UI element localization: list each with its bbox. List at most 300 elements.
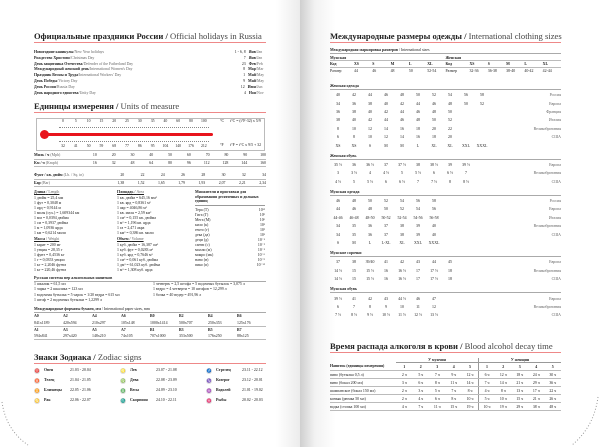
- clothing-sections: [330, 80, 561, 320]
- size-cell: 10: [352, 126, 356, 131]
- mass-item: 1 карат = 200 мг: [34, 242, 61, 247]
- separator: /: [255, 84, 257, 89]
- men-sizes-cell: 46: [372, 68, 377, 73]
- area-title-en: Area: [136, 190, 145, 194]
- clothing-row: [330, 116, 561, 124]
- size-cell: XS: [351, 143, 357, 148]
- zodiac-dates: 23.11 - 22.12: [242, 368, 263, 373]
- size-cell: 42: [400, 260, 404, 265]
- portion-column: 4: [446, 363, 463, 371]
- decay-time: 4 ч: [413, 395, 430, 403]
- holiday-date: 1 - 6, 8: [234, 50, 246, 54]
- mass-item: 1 унция = 28,35 г: [34, 247, 63, 252]
- area-item: 1 м² = 1,196 кв. ярда: [117, 220, 151, 225]
- prefix-name: микро (мк): [195, 252, 214, 257]
- size-cell: [458, 205, 474, 213]
- decay-row: [330, 387, 561, 395]
- size-cell: 6: [337, 305, 339, 309]
- size-cell: 37: [384, 162, 388, 167]
- zodiac-item: [120, 378, 177, 384]
- clothing-section-table: [330, 294, 561, 319]
- decay-time: 2 ч: [396, 387, 413, 395]
- area-item: 1 кв. дюйм = 645,16 мм²: [117, 195, 157, 200]
- size-cell: [442, 311, 458, 319]
- drink-name: шампанское (бокал 150 мл): [330, 387, 396, 395]
- thermometer-scale: [36, 118, 265, 151]
- size-cell: L: [416, 143, 420, 148]
- holiday-name-en: Victory Day: [58, 78, 78, 83]
- paper-title-en: International paper sizes, mm: [103, 307, 150, 311]
- prefix-factor: 10²: [259, 227, 265, 232]
- length-item: 1 м = 1,0936 ярда: [34, 225, 63, 230]
- prefix-factor: 10⁻¹²: [256, 262, 265, 267]
- value-cell: 160: [247, 159, 266, 166]
- celsius-tick-label: 20: [112, 119, 117, 123]
- size-cell: 42: [368, 296, 372, 301]
- length-item: 1 ярд = 0,9144 м: [34, 205, 61, 210]
- women-codes-cell: L: [524, 61, 542, 68]
- zodiac-symbol-icon: ♒: [206, 388, 212, 393]
- decay-time: 38 ч: [528, 403, 545, 411]
- size-cell: [474, 267, 490, 275]
- size-cell: 46: [336, 199, 340, 204]
- size-cell: 6 ½: [399, 179, 405, 184]
- holidays-title: Официальные праздники России: [34, 31, 164, 41]
- size-cell: 48: [448, 101, 452, 106]
- country-label: Франция: [546, 109, 561, 114]
- size-cell: 37: [384, 224, 388, 229]
- paper-size-row: [34, 333, 266, 340]
- decay-time: 7 ч: [429, 371, 446, 379]
- zodiac-item: [206, 388, 263, 394]
- size-cell: 8: [353, 135, 355, 140]
- size-cell: 12: [432, 305, 436, 309]
- row-label: [34, 179, 104, 186]
- paper-format: B6: [237, 314, 242, 319]
- value-cell: 128: [210, 159, 229, 166]
- size-cell: [458, 258, 474, 266]
- pressure-table: [34, 172, 266, 187]
- size-cell: 8: [369, 305, 371, 309]
- length-item: 1 миля (сух.) = 1,609344 км: [34, 210, 80, 215]
- size-cell: 5 ½: [415, 171, 421, 176]
- size-cell: 58: [480, 93, 484, 98]
- holiday-month-en: Feb: [257, 61, 263, 66]
- clothing-section-table: [330, 161, 561, 186]
- size-cell: 54: [416, 207, 420, 212]
- zodiac-dates: 23.07 - 21.08: [156, 368, 177, 373]
- value-cell: 30: [205, 172, 225, 179]
- country-label: Италия: [548, 215, 561, 220]
- holiday-month-en: May: [257, 73, 265, 78]
- holiday-month-en: Nov: [257, 90, 264, 95]
- fahrenheit-formula: t°F = t°C x 9/5 + 32: [230, 143, 262, 147]
- celsius-formula: t°C = (t°F-32) x 5/9: [230, 119, 261, 123]
- decay-time: 8 ч: [429, 379, 446, 387]
- holiday-month: Янв: [248, 55, 256, 60]
- label-ru: Км / ч: [34, 160, 45, 165]
- size-cell: 17: [416, 277, 420, 282]
- zodiac-name: Скорпион: [130, 398, 148, 403]
- decay-row: [330, 395, 561, 403]
- label-ru: Бар: [34, 180, 41, 185]
- paper-format: B3: [179, 327, 184, 332]
- prefix-name: Мега (М): [195, 217, 211, 222]
- size-cell: [474, 214, 490, 222]
- clothing-title: Международные размеры одежды: [330, 31, 462, 41]
- holiday-date: 9: [243, 78, 246, 83]
- size-cell: 12: [384, 135, 388, 140]
- zodiac-symbol-icon: ♑: [206, 378, 212, 383]
- clothing-row: [330, 239, 561, 247]
- holiday-name: День защитника Отечества: [34, 61, 83, 66]
- holiday-month-en: Jun: [257, 84, 263, 89]
- holiday-month-en: May: [257, 78, 265, 83]
- country-label: Великобритания: [533, 268, 561, 273]
- size-cell: 35: [352, 232, 356, 237]
- size-cell: L: [368, 241, 372, 246]
- value-cell: 22: [124, 172, 144, 179]
- speed-row: [34, 159, 266, 166]
- size-cell: 17 ½: [430, 268, 438, 273]
- label-ru: Фунт / кв. дюйм: [34, 173, 63, 178]
- zodiac-name: Овен: [44, 368, 54, 373]
- prefix-factor: 10⁻²: [257, 242, 265, 247]
- size-cell: 40: [352, 118, 356, 123]
- value-cell: 70: [191, 152, 210, 159]
- holidays-title-en: Official holidays in Russia: [170, 31, 262, 41]
- paper-format: A7: [121, 327, 126, 332]
- size-cell: 10 ½: [382, 313, 390, 318]
- size-cell: 8 ½: [351, 313, 357, 318]
- celsius-tick-label: 10: [86, 119, 91, 123]
- size-cell: XL: [447, 143, 453, 148]
- label-ru: Миль / ч: [34, 153, 50, 158]
- size-cell: [442, 205, 458, 213]
- size-cell: 12 ½: [414, 313, 422, 318]
- size-cell: 52: [400, 207, 404, 212]
- size-cell: [474, 258, 490, 266]
- size-cell: 18: [416, 126, 420, 131]
- fahrenheit-tick-label: 95: [150, 144, 155, 148]
- zodiac-dates: 20.02 - 20.03: [242, 398, 263, 403]
- size-cell: 38: [400, 224, 404, 229]
- size-cell: 47: [432, 296, 436, 301]
- size-cell: 36: [336, 109, 340, 114]
- size-cell: 38: [368, 101, 372, 106]
- marking-sizes-row: [330, 67, 561, 74]
- paper-sizes-table: [34, 313, 266, 340]
- size-cell: [442, 303, 458, 311]
- size-cell: 38: [352, 260, 356, 265]
- size-cell: 37 ½: [398, 162, 406, 167]
- size-cell: 44: [336, 207, 340, 212]
- mass-title-ru: Масса: [34, 237, 46, 241]
- size-cell: 56: [416, 199, 420, 204]
- size-cell: 16: [400, 126, 404, 131]
- size-cell: [458, 294, 474, 302]
- decay-time: 26 ч: [545, 395, 562, 403]
- units-title-en: Units of measure: [120, 101, 180, 111]
- country-label: США: [551, 179, 561, 184]
- value-cell: 10: [78, 152, 97, 159]
- size-cell: 34: [336, 232, 340, 237]
- alcohol-measures-title: Русская система мер алкогольных напитков: [34, 276, 266, 282]
- holiday-name-en: International Workers' Day: [79, 73, 122, 78]
- area-block: [117, 190, 192, 236]
- decay-time: 15 ч: [446, 403, 463, 411]
- separator: /: [255, 55, 257, 60]
- label-en: (Kmph): [45, 160, 59, 165]
- clothing-row: [330, 197, 561, 205]
- size-cell: 11 ½: [398, 313, 406, 318]
- men-label: Мужская: [330, 56, 354, 61]
- prefixes-block: [195, 190, 265, 268]
- holiday-name-en: Unity Day: [79, 90, 96, 95]
- size-cell: 7 ½: [335, 313, 341, 318]
- size-cell: 50: [416, 93, 420, 98]
- size-cell: 46: [416, 296, 420, 301]
- size-cell: 50: [368, 199, 372, 204]
- portion-column: 5: [545, 363, 562, 371]
- men-codes-cell: XL: [427, 61, 445, 68]
- separator: /: [255, 61, 257, 66]
- size-cell: 38: [400, 232, 404, 237]
- holiday-date: 12: [240, 84, 245, 89]
- paper-dimensions: 297x420: [63, 333, 92, 340]
- women-sizes-cell: 42-44: [542, 68, 552, 73]
- value-cell: 90: [228, 152, 247, 159]
- size-cell: 11: [416, 305, 420, 309]
- size-cell: 22: [448, 126, 452, 131]
- decay-time: 9 ч: [446, 371, 463, 379]
- holiday-date: 23: [241, 61, 246, 66]
- decay-time: 14 ч: [462, 379, 479, 387]
- clothing-section-table: [330, 197, 561, 247]
- size-cell: 39: [416, 232, 420, 237]
- decay-time: 2 ч: [396, 395, 413, 403]
- holiday-month-en: Jan: [257, 55, 263, 60]
- size-cell: 44-46: [333, 215, 343, 220]
- paper-dimensions: 74x105: [121, 333, 150, 340]
- size-cell: 38: [336, 118, 340, 123]
- clothing-row: [330, 230, 561, 238]
- holiday-month: Мар: [248, 67, 256, 72]
- size-cell: S: [368, 143, 372, 148]
- value-cell: 1,52: [124, 179, 144, 186]
- size-cell: 56: [464, 93, 468, 98]
- decay-time: 15 ч: [512, 395, 529, 403]
- clothing-row: [330, 91, 561, 99]
- size-cell: 42: [384, 109, 388, 114]
- size-cell: 46: [352, 207, 356, 212]
- size-cell: 16: [384, 277, 388, 282]
- size-cell: 50: [384, 207, 388, 212]
- men-sizes-cell: 52-54: [427, 68, 437, 73]
- men-sizes-cell: 50: [408, 68, 413, 73]
- size-cell: 8: [337, 126, 339, 131]
- prefix-factor: 10⁻⁹: [257, 257, 265, 262]
- zodiac-name: Рак: [44, 398, 51, 403]
- size-cell: 38 ½: [430, 162, 438, 167]
- size-cell: 15: [352, 268, 356, 273]
- size-cell: [458, 239, 474, 247]
- value-cell: 20: [104, 172, 124, 179]
- value-cell: 24: [145, 172, 165, 179]
- holiday-name-en: Christmas Day: [71, 55, 95, 60]
- zodiac-name: Дева: [130, 378, 139, 383]
- celsius-tick-label: 30: [137, 119, 142, 123]
- country-label: Италия: [548, 118, 561, 123]
- zodiac-symbol-icon: ♉: [34, 378, 40, 383]
- corner-dotted-arc-left: [0, 400, 30, 447]
- zodiac-dates: 24.10 - 22.11: [156, 398, 177, 403]
- decay-time: 6 ч: [479, 371, 496, 379]
- size-cell: 7: [353, 305, 355, 309]
- size-cell: 4: [369, 171, 371, 176]
- prefix-factor: 10³: [259, 222, 265, 227]
- decay-time: 5 ч: [479, 395, 496, 403]
- size-cell: [474, 205, 490, 213]
- decay-row: [330, 371, 561, 379]
- country-label: Великобритания: [533, 305, 561, 309]
- clothing-section-title: Женская обувь: [330, 154, 561, 160]
- holiday-name-en: Russia Day: [56, 84, 75, 89]
- zodiac-item: [206, 368, 263, 374]
- size-cell: 7 ½: [431, 179, 437, 184]
- size-cell: [474, 303, 490, 311]
- decay-time: 2 ч: [396, 371, 413, 379]
- length-item: 1 км = 0,6214 мили: [34, 230, 66, 235]
- paper-dimensions: 125x176: [237, 320, 266, 327]
- value-cell: 40: [134, 152, 153, 159]
- decay-time: 3 ч: [413, 387, 430, 395]
- portion-column: 1: [396, 363, 413, 371]
- paper-dimensions: 500x707: [179, 320, 208, 327]
- prefix-factor: 10⁻³: [257, 247, 265, 252]
- country-label: США: [551, 313, 561, 318]
- size-cell: 48: [352, 199, 356, 204]
- country-label: США: [551, 232, 561, 237]
- clothing-section-title: Мужские сорочки: [330, 251, 561, 257]
- value-cell: 1,79: [165, 179, 185, 186]
- clothing-heading: Международные размеры одежды / International clothing sizes: [330, 31, 562, 41]
- value-cell: 26: [165, 172, 185, 179]
- portion-column: 2: [413, 363, 430, 371]
- value-cell: 96: [172, 159, 191, 166]
- holiday-month-en: Mar: [257, 67, 264, 72]
- size-cell: 37: [384, 232, 388, 237]
- women-codes-cell: M: [506, 61, 524, 68]
- women-label: Женская: [445, 56, 469, 61]
- size-cell: 14: [400, 135, 404, 140]
- size-cell: 46: [384, 93, 388, 98]
- prefix-factor: 10¹²: [258, 207, 265, 212]
- separator: /: [55, 84, 57, 89]
- pressure-row: [34, 172, 266, 179]
- size-cell: 40: [432, 224, 436, 229]
- area-item: 1 кв. миля = 2,59 км²: [117, 210, 152, 215]
- paper-format: A6: [121, 314, 126, 319]
- size-cell: 9: [385, 305, 387, 309]
- units-heading: Единицы измерения / Units of measure: [34, 101, 266, 113]
- decay-time: 29 ч: [528, 379, 545, 387]
- country-label: Европа: [549, 101, 561, 106]
- size-cell: [442, 197, 458, 205]
- size-cell: 20: [432, 126, 436, 131]
- holiday-month-en: Jan: [257, 50, 263, 54]
- decay-time: 14 ч: [495, 379, 512, 387]
- value-cell: 60: [172, 152, 191, 159]
- holiday-month: Янв: [248, 50, 256, 54]
- area-title: Площадь / Area: [117, 190, 145, 194]
- fahrenheit-unit: °F: [220, 143, 224, 147]
- marking-heading: Международная маркировка размеров / International sizes: [330, 48, 561, 54]
- decay-time: 11 ч: [446, 379, 463, 387]
- prefix-name: санти (с): [195, 242, 210, 247]
- size-cell: 18: [448, 277, 452, 282]
- holiday-name-en: International Women's Day: [89, 67, 133, 72]
- prefix-factor: 10⁶: [259, 217, 265, 222]
- men-codes-cell: L: [409, 61, 427, 68]
- size-cell: M: [384, 143, 388, 148]
- spacer: [96, 91, 244, 97]
- area-title-ru: Площадь: [117, 190, 134, 194]
- decay-time: 21 ч: [512, 379, 529, 387]
- size-cell: 39 ½: [462, 162, 470, 167]
- size-cell: [442, 230, 458, 238]
- separator: /: [255, 90, 257, 95]
- size-cell: [458, 197, 474, 205]
- prefix-row: [195, 263, 265, 268]
- prefix-name: нано (н): [195, 257, 209, 262]
- size-cell: 41: [384, 260, 388, 265]
- size-cell: [474, 178, 490, 186]
- women-codes-label: Код: [445, 61, 469, 68]
- zodiac-symbol-icon: ♈: [34, 368, 40, 373]
- alcohol-decay-heading: Время распада алкоголя в крови / Blood alcohol decay time: [330, 341, 561, 353]
- row-label: [34, 159, 78, 166]
- zodiac-symbol-icon: ♋: [34, 398, 40, 403]
- separator: /: [57, 78, 59, 83]
- separator: /: [82, 61, 84, 66]
- paper-format: A2: [63, 314, 68, 319]
- prefix-name: Гига (Г): [195, 212, 209, 217]
- thermometer-bar: [45, 133, 213, 136]
- zodiac-dates: 22.05 - 21.06: [70, 388, 91, 393]
- alcohol-measures-left: [34, 282, 149, 303]
- women-sizes-cell: 32-36: [469, 68, 479, 73]
- alcohol-measure-item: 1 четверть = 2,5 штофа = 5 водочных бутылок = 3,075 л: [153, 282, 245, 286]
- corner-dotted-arc-right: [570, 395, 600, 447]
- prefix-factor: 10⁻⁶: [257, 252, 265, 257]
- prefix-name: деци (д): [195, 237, 209, 242]
- value-cell: 34: [246, 172, 266, 179]
- size-cell: [458, 116, 474, 124]
- value-cell: 16: [78, 159, 97, 166]
- paper-format: B4: [208, 314, 213, 319]
- decay-time: 30 ч: [545, 371, 562, 379]
- clothing-row: [330, 222, 561, 230]
- size-cell: XL: [431, 143, 437, 148]
- clothing-row: [330, 141, 561, 149]
- clothing-row: [330, 258, 561, 266]
- volume-title: Объем / Volume: [117, 237, 144, 241]
- zodiac-item: [206, 398, 263, 404]
- zodiac-grid: [34, 368, 266, 408]
- separator: /: [255, 50, 257, 54]
- decay-time: 11 ч: [429, 403, 446, 411]
